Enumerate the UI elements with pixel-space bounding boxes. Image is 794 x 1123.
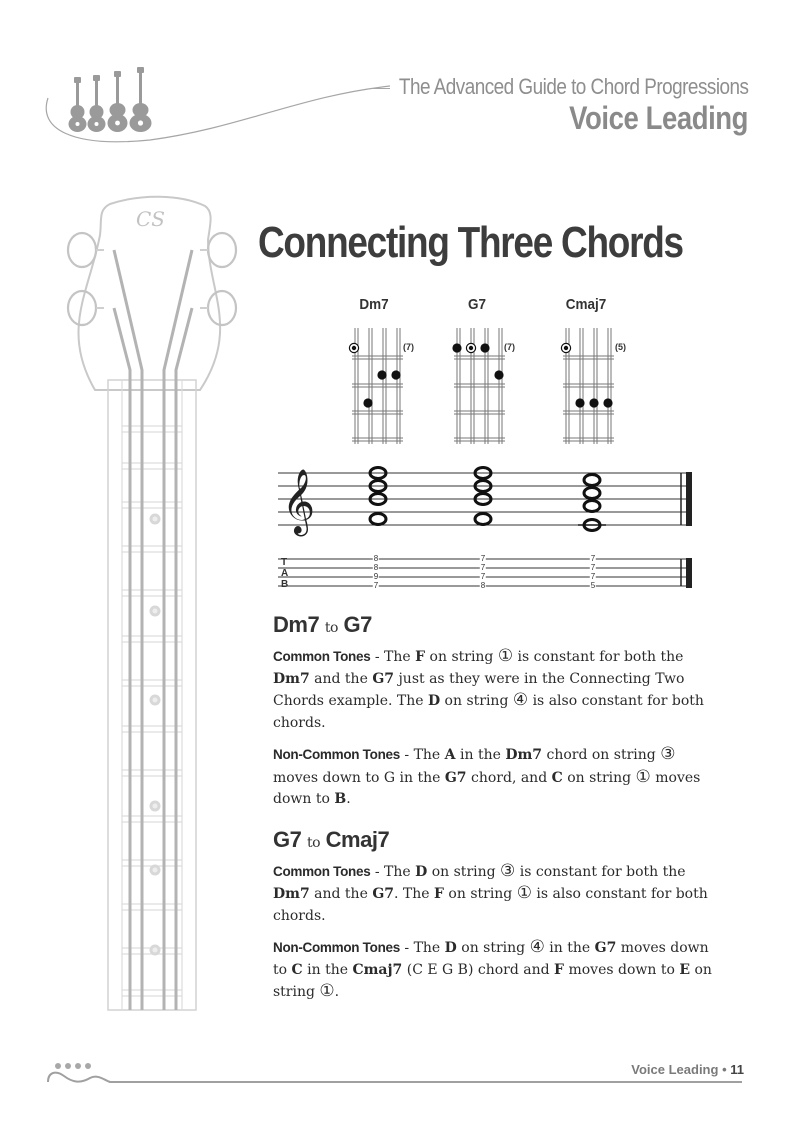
tab-number: 7 bbox=[480, 563, 486, 572]
finger-dot bbox=[494, 370, 503, 379]
finger-dot bbox=[480, 343, 489, 352]
emphasis: Dm7 bbox=[273, 670, 310, 687]
finger-dot bbox=[452, 343, 461, 352]
string-number: ④ bbox=[529, 937, 545, 957]
text-run: on string bbox=[273, 961, 712, 1000]
footer-separator: • bbox=[722, 1062, 727, 1077]
emphasis: D bbox=[415, 863, 428, 880]
paragraph-non-common-tones-1: Non-Common Tones - The A in the Dm7 chord on string ③ moves down to G in the G7 chord, and C on string ① moves down to B. bbox=[273, 744, 701, 807]
chord-notes-g7 bbox=[475, 468, 491, 525]
text-run: in the bbox=[544, 940, 595, 956]
text-run: - The bbox=[404, 747, 445, 763]
tab-number: 8 bbox=[480, 581, 486, 590]
text-run: moves down to G in the bbox=[273, 769, 445, 786]
fret-label-cmaj7: (5) bbox=[615, 342, 626, 352]
emphasis: Dm7 bbox=[505, 747, 543, 763]
string-number: ① bbox=[319, 981, 335, 1001]
tab-number: 5 bbox=[590, 581, 596, 590]
chord-diagram-g7 bbox=[454, 328, 505, 444]
emphasis: G7 bbox=[444, 769, 467, 786]
tab-number: 8 bbox=[373, 554, 379, 563]
text-run: moves down to bbox=[273, 769, 701, 807]
text-run: on string bbox=[443, 886, 517, 902]
text-run: . The bbox=[394, 886, 435, 902]
tuning-peg-icon bbox=[208, 291, 236, 325]
text-run: chord, and bbox=[466, 769, 552, 786]
chord-notes-cmaj7 bbox=[578, 475, 606, 531]
chord-notes-dm7 bbox=[370, 468, 386, 525]
chord-diagram-dm7 bbox=[352, 328, 403, 444]
final-barline bbox=[686, 472, 692, 526]
text-run: and the bbox=[309, 670, 373, 687]
text-run: on string bbox=[562, 769, 636, 786]
emphasis: F bbox=[415, 649, 426, 665]
emphasis: G7 bbox=[372, 670, 395, 687]
text-run: - The bbox=[374, 649, 416, 665]
string-number: ① bbox=[516, 883, 532, 903]
fret-label-dm7: (7) bbox=[403, 342, 414, 352]
tab-final-barline bbox=[686, 558, 692, 588]
chord-diagram-cmaj7 bbox=[563, 328, 614, 444]
tuning-peg-icon bbox=[208, 233, 236, 267]
text-run: . bbox=[346, 791, 351, 807]
text-run: - The bbox=[404, 940, 445, 956]
emphasis: F bbox=[434, 886, 444, 902]
text-run: (C E G B) chord and bbox=[402, 961, 555, 978]
text-run: in the bbox=[302, 961, 353, 978]
finger-dot bbox=[363, 398, 372, 407]
text-run: is constant for both the bbox=[515, 863, 686, 880]
emphasis: B bbox=[334, 791, 347, 807]
string-number: ① bbox=[635, 766, 651, 787]
finger-dot bbox=[575, 398, 584, 407]
tab-number: 7 bbox=[590, 572, 596, 581]
text-run: and the bbox=[309, 886, 373, 902]
section-title: Voice Leading bbox=[569, 100, 748, 136]
emphasis: A bbox=[444, 747, 456, 763]
tuning-peg-icon bbox=[68, 233, 96, 267]
tab-number: 7 bbox=[590, 563, 596, 572]
text-run: is constant for both the bbox=[513, 649, 684, 665]
emphasis: Cmaj7 bbox=[352, 961, 403, 978]
ukulele-neck-decoration bbox=[0, 180, 260, 1020]
string-number: ③ bbox=[660, 744, 676, 764]
finger-dot bbox=[603, 398, 612, 407]
text-run: in the bbox=[455, 747, 506, 763]
emphasis: D bbox=[427, 693, 441, 709]
chord-name-g7: G7 bbox=[467, 296, 486, 313]
section-heading-dm7-g7: Dm7 to G7 bbox=[273, 612, 372, 637]
text-run: chord on string bbox=[542, 747, 661, 763]
emphasis: E bbox=[679, 961, 691, 978]
paragraph-non-common-tones-2: Non-Common Tones - The D on string ④ in the G7 moves down to C in the Cmaj7 (C E G B) chord and F moves down to E on string ①. bbox=[273, 937, 712, 1001]
text-run: on string bbox=[427, 863, 501, 880]
page-title: Connecting Three Chords bbox=[258, 218, 683, 267]
emphasis: C bbox=[291, 961, 303, 978]
text-run: . bbox=[334, 984, 340, 1000]
treble-clef-icon: 𝄞 bbox=[282, 469, 316, 534]
series-title: The Advanced Guide to Chord Progressions bbox=[398, 74, 748, 99]
text-run: is also constant for both chords. bbox=[273, 693, 704, 731]
emphasis: G7 bbox=[594, 940, 617, 956]
chord-name-cmaj7: Cmaj7 bbox=[565, 296, 607, 313]
text-run: on string bbox=[425, 649, 498, 665]
tab-letter-b: B bbox=[281, 579, 289, 590]
header-rule bbox=[372, 88, 390, 89]
emphasis: G7 bbox=[372, 886, 395, 902]
tab-number: 8 bbox=[373, 563, 379, 572]
headstock-monogram: CS bbox=[136, 207, 166, 231]
string-number: ③ bbox=[500, 860, 516, 881]
music-staff bbox=[278, 458, 698, 598]
tab-number: 7 bbox=[480, 572, 486, 581]
tab-number: 7 bbox=[373, 581, 379, 590]
tab-number: 9 bbox=[373, 572, 379, 581]
tab-letter-t: T bbox=[281, 557, 288, 568]
text-run: just as they were in the Connecting Two Chords example. The bbox=[273, 670, 685, 709]
section-heading-g7-cmaj7: G7 to Cmaj7 bbox=[273, 826, 390, 852]
footer-label bbox=[631, 1062, 744, 1077]
tab-number: 7 bbox=[590, 554, 596, 563]
finger-dot bbox=[589, 398, 598, 407]
string-number: ④ bbox=[512, 690, 529, 710]
text-run: - The bbox=[374, 863, 416, 880]
emphasis: C bbox=[551, 769, 563, 786]
paragraph-common-tones-1: Common Tones - The F on string ① is constant for both the Dm7 and the G7 just as they were in the Connecting Two Chords example. The D on string ④ is also constant for both chords. bbox=[273, 646, 704, 731]
tab-letter-a: A bbox=[281, 568, 289, 579]
emphasis: F bbox=[554, 961, 564, 978]
text-run: on string bbox=[440, 693, 513, 709]
emphasis: Dm7 bbox=[273, 886, 310, 902]
text-run: is also constant for both chords. bbox=[273, 886, 708, 924]
chord-diagrams bbox=[330, 320, 640, 450]
tab-number: 7 bbox=[480, 554, 486, 563]
emphasis: D bbox=[444, 940, 457, 956]
footer-section: Voice Leading bbox=[631, 1062, 719, 1077]
fret-label-g7: (7) bbox=[504, 342, 515, 352]
page-number: 11 bbox=[730, 1062, 744, 1077]
text-run: moves down to bbox=[564, 961, 680, 978]
finger-dot bbox=[391, 370, 400, 379]
string-number: ① bbox=[497, 646, 514, 666]
chord-name-dm7: Dm7 bbox=[359, 296, 389, 313]
text-run: moves down to bbox=[273, 940, 709, 978]
content-body bbox=[273, 612, 713, 1014]
finger-dot bbox=[377, 370, 386, 379]
text-run: on string bbox=[456, 940, 530, 956]
paragraph-common-tones-2: Common Tones - The D on string ③ is constant for both the Dm7 and the G7. The F on string ① is also constant for both chords. bbox=[273, 860, 708, 924]
